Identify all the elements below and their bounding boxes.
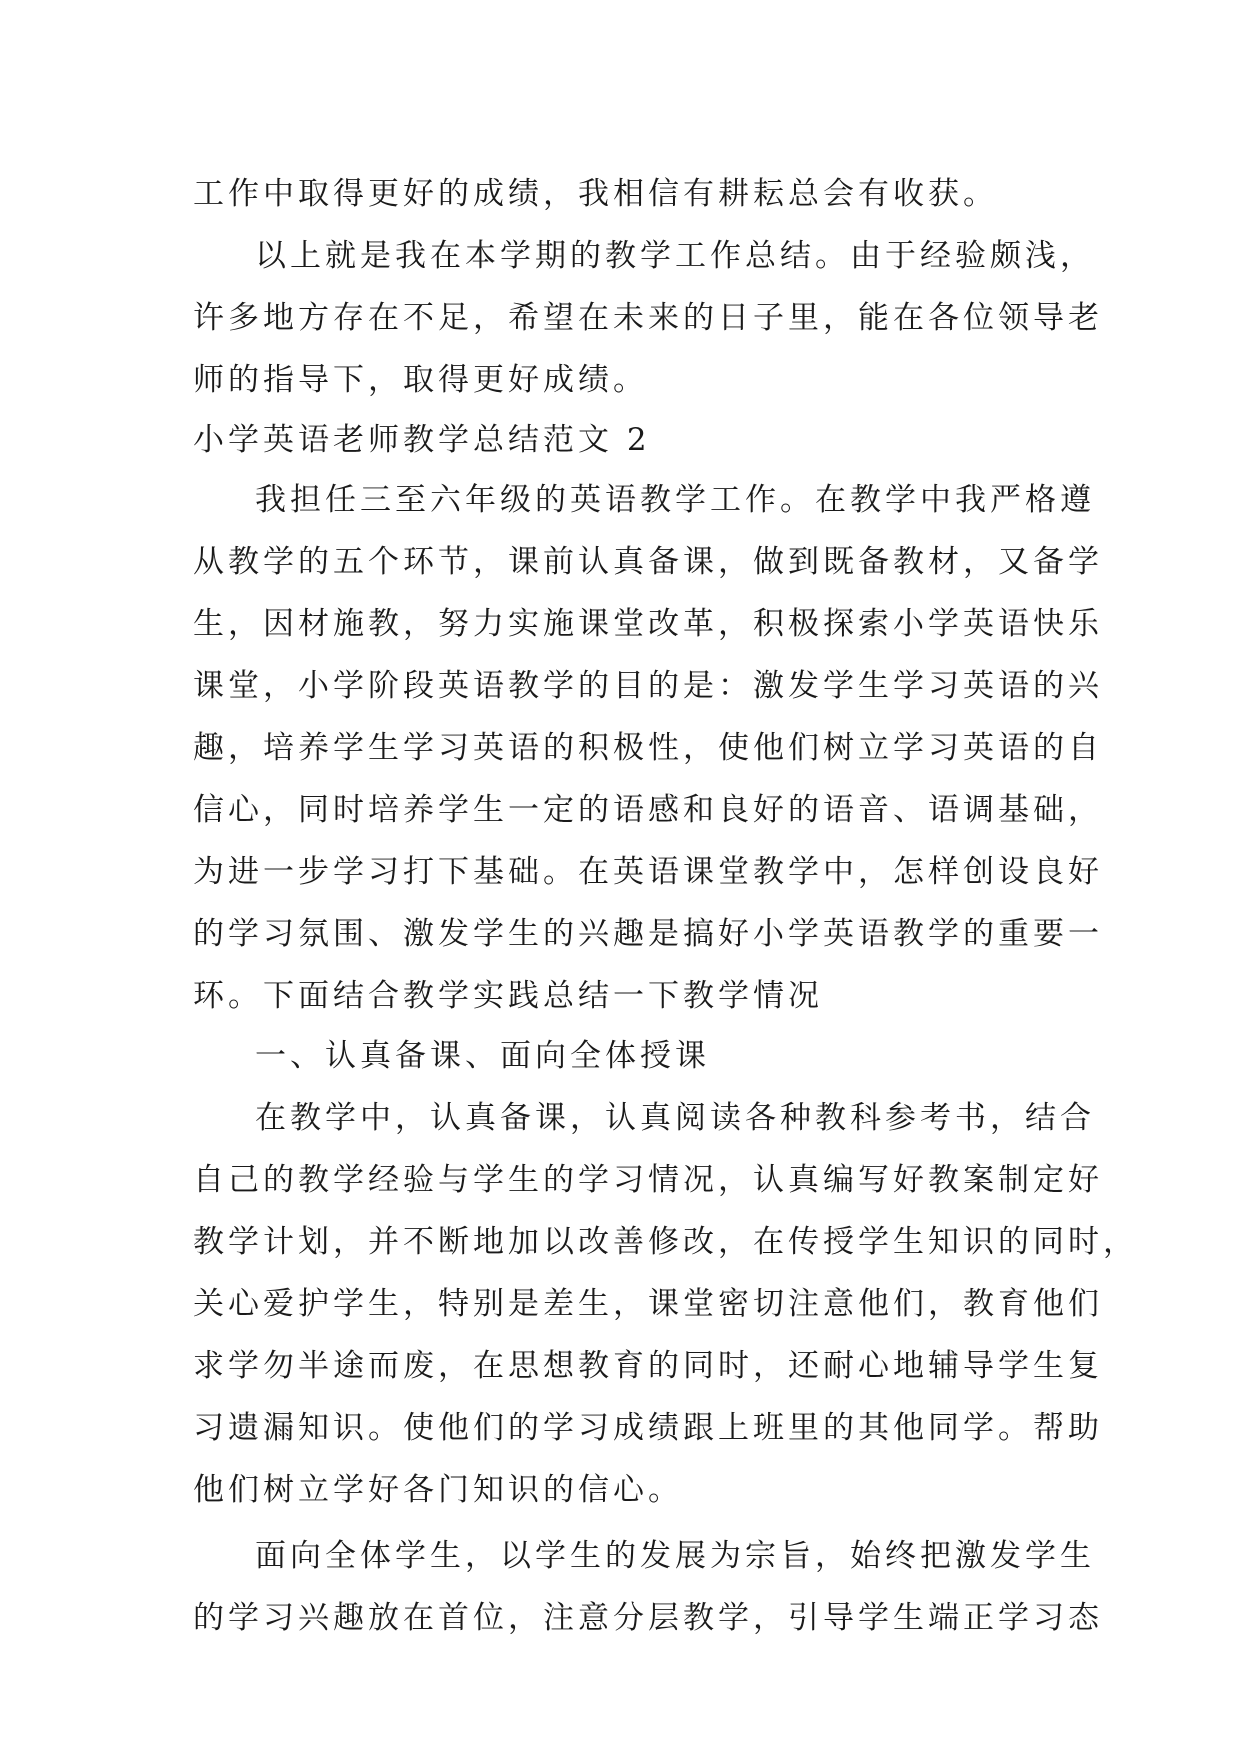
text-line: 我担任三至六年级的英语教学工作。在教学中我严格遵 [255,482,1095,518]
text-line: 为进一步学习打下基础。在英语课堂教学中，怎样创设良好 [193,854,1103,890]
text-line: 趣，培养学生学习英语的积极性，使他们树立学习英语的自 [193,730,1103,766]
text-line: 习遗漏知识。使他们的学习成绩跟上班里的其他同学。帮助 [193,1410,1103,1446]
text-line: 生，因材施教，努力实施课堂改革，积极探索小学英语快乐 [193,606,1103,642]
text-line: 他们树立学好各门知识的信心。 [193,1472,683,1508]
text-line: 环。下面结合教学实践总结一下教学情况 [193,978,823,1014]
text-line: 从教学的五个环节，课前认真备课，做到既备教材，又备学 [193,544,1103,580]
text-line: 课堂，小学阶段英语教学的目的是：激发学生学习英语的兴 [193,668,1103,704]
text-line: 关心爱护学生，特别是差生，课堂密切注意他们，教育他们 [193,1286,1103,1322]
text-line: 的学习兴趣放在首位，注意分层教学，引导学生端正学习态 [193,1600,1103,1636]
text-line: 教学计划，并不断地加以改善修改，在传授学生知识的同时， [193,1224,1138,1260]
subsection-heading: 一、认真备课、面向全体授课 [255,1038,710,1074]
text-line: 信心，同时培养学生一定的语感和良好的语音、语调基础， [193,792,1103,828]
text-line: 工作中取得更好的成绩，我相信有耕耘总会有收获。 [193,176,998,212]
text-line: 的学习氛围、激发学生的兴趣是搞好小学英语教学的重要一 [193,916,1103,952]
text-line: 在教学中，认真备课，认真阅读各种教科参考书，结合 [255,1100,1095,1136]
text-line: 师的指导下，取得更好成绩。 [193,362,648,398]
text-line: 自己的教学经验与学生的学习情况，认真编写好教案制定好 [193,1162,1103,1198]
text-line: 面向全体学生，以学生的发展为宗旨，始终把激发学生 [255,1538,1095,1574]
text-line: 求学勿半途而废，在思想教育的同时，还耐心地辅导学生复 [193,1348,1103,1384]
text-line: 以上就是我在本学期的教学工作总结。由于经验颇浅， [255,238,1095,274]
text-line: 许多地方存在不足，希望在未来的日子里，能在各位领导老 [193,300,1103,336]
section-heading: 小学英语老师教学总结范文 2 [193,422,651,458]
